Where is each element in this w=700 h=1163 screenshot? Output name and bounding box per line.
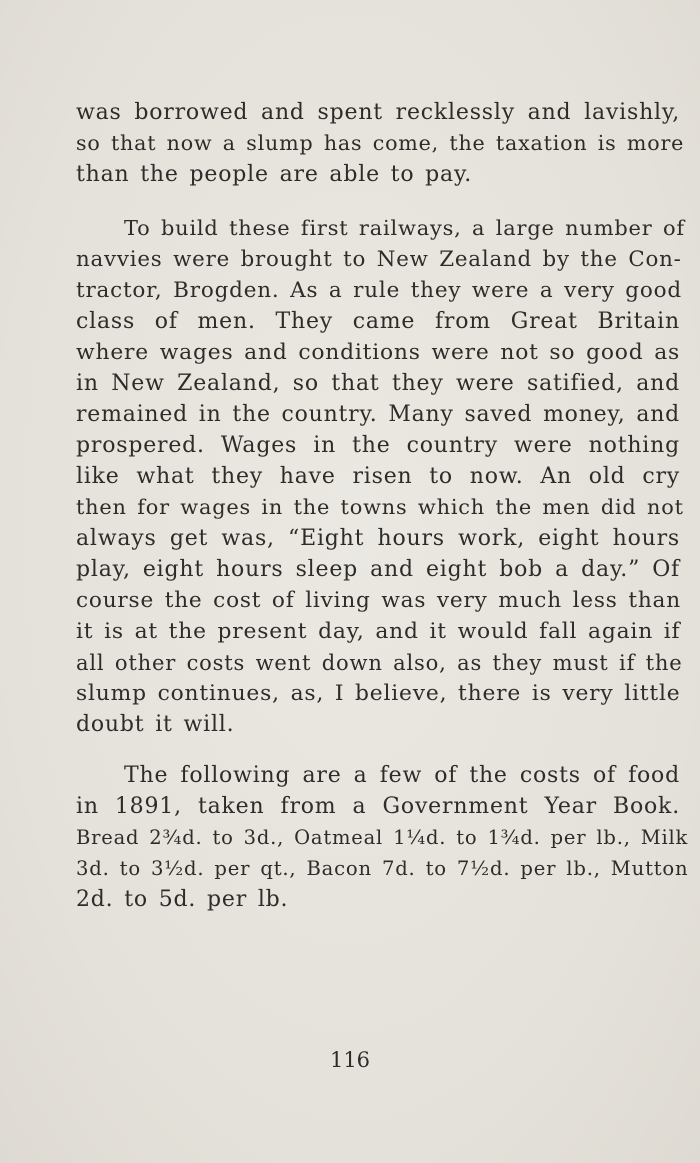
text-line: 2d. to 5d. per lb.	[76, 887, 289, 912]
paragraph-1	[76, 97, 685, 190]
text-line: where wages and conditions were not so good as	[76, 340, 681, 365]
paragraph-2	[76, 213, 685, 740]
text-line: class of men. They came from Great Britain	[76, 309, 680, 334]
text-line: remained in the country. Many saved money, and	[76, 402, 680, 427]
text-line: doubt it will.	[76, 712, 235, 737]
text-line: navvies were brought to New Zealand by the Con-	[76, 247, 682, 272]
text-line: 3d. to 3½d. per qt., Bacon 7d. to 7½d. per lb., Mutton	[76, 857, 689, 880]
text-line: To build these first railways, a large number of	[124, 216, 685, 240]
text-line: all other costs went down also, as they must if the	[76, 650, 683, 675]
text-line: was borrowed and spent recklessly and lavishly,	[76, 100, 680, 125]
text-line: course the cost of living was very much less than	[76, 588, 681, 613]
text-line: tractor, Brogden. As a rule they were a very good	[76, 278, 682, 303]
text-line: so that now a slump has come, the taxation is more	[76, 131, 685, 155]
text-line: Bread 2¾d. to 3d., Oatmeal 1¼d. to 1¾d. per lb., Milk	[76, 826, 689, 849]
paragraph-3	[76, 760, 689, 915]
text-line: it is at the present day, and it would fall again if	[76, 619, 681, 644]
text-line: than the people are able to pay.	[76, 162, 473, 187]
text-line: prospered. Wages in the country were nothing	[76, 433, 680, 458]
text-line: play, eight hours sleep and eight bob a day.” Of	[76, 557, 680, 582]
text-line: in New Zealand, so that they were satified, and	[76, 371, 680, 396]
text-line: The following are a few of the costs of food	[124, 763, 680, 788]
text-line: like what they have risen to now. An old cry	[76, 464, 680, 489]
text-line: in 1891, taken from a Government Year Book.	[76, 794, 680, 819]
text-line: then for wages in the towns which the men did not	[76, 495, 684, 519]
text-line: slump continues, as, I believe, there is very little	[76, 681, 681, 706]
text-line: always get was, “Eight hours work, eight hours	[76, 526, 680, 551]
page-number: 116	[329, 1048, 371, 1072]
